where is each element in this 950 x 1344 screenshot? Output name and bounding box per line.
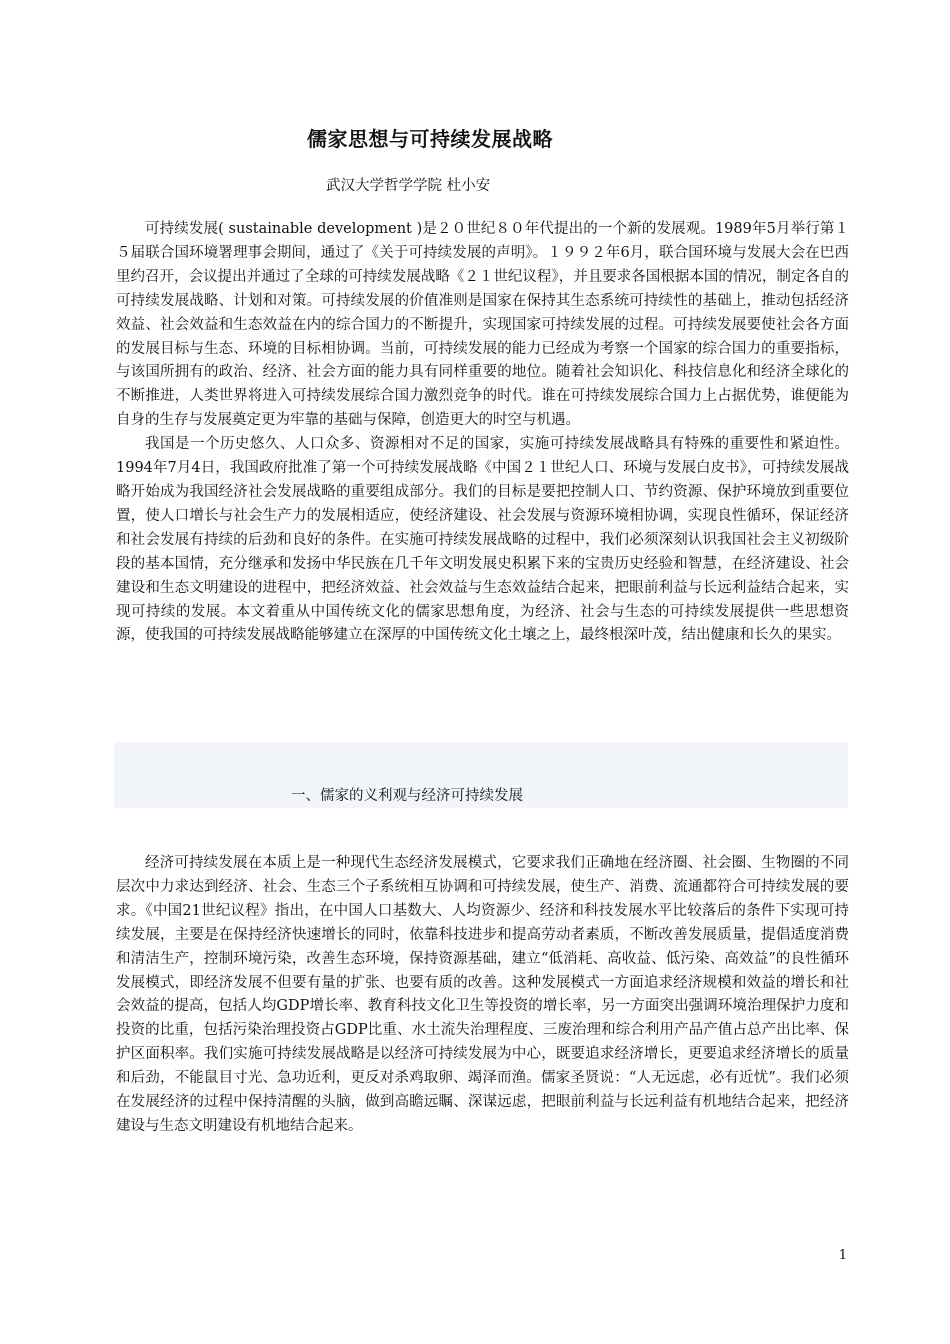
- document-title: 儒家思想与可持续发展战略: [307, 127, 553, 151]
- intro-section: [116, 218, 849, 648]
- page-number: 1: [838, 1248, 847, 1263]
- section-one-body: [116, 852, 849, 1139]
- section-heading: 一、儒家的义利观与经济可持续发展: [291, 788, 523, 804]
- intro-paragraph-1: 可持续发展( sustainable development )是２０世纪８０年代提出的一个新的发展观。1989年5月举行第１５届联合国环境署理事会期间，通过了《关于可持续发展的声明》。１９９２年6月，联合国环境与发展大会在巴西里约召开，会议提出并通过了全球的可持续发展战略《２１世纪议程》，并且要求各国根据本国的情况，制定各自的可持续发展战略、计划和对策。可持续发展的价值准则是国家在保持其生态系统可持续性的基础上，推动包括经济效益、社会效益和生态效益在内的综合国力的不断提升，实现国家可持续发展的过程。可持续发展要使社会各方面的发展目标与生态、环境的目标相协调。当前，可持续发展的能力已经成为考察一个国家的综合国力的重要指标，与该国所拥有的政治、经济、社会方面的能力具有同样重要的地位。随着社会知识化、科技信息化和经济全球化的不断推进，人类世界将进入可持续发展综合国力激烈竞争的时代。谁在可持续发展综合国力上占据优势，谁便能为自身的生存与发展奠定更为牢靠的基础与保障，创造更大的时空与机遇。: [116, 221, 849, 429]
- intro-paragraph-2: 我国是一个历史悠久、人口众多、资源相对不足的国家，实施可持续发展战略具有特殊的重要性和紧迫性。1994年7月4日，我国政府批准了第一个可持续发展战略《中国２１世纪人口、环境与发展白皮书》，可持续发展战略开始成为我国经济社会发展战略的重要组成部分。我们的目标是要把控制人口、节约资源、保护环境放到重要位置，使人口增长与社会生产力的发展相适应，使经济建设、社会发展与资源环境相协调，实现良性循环，保证经济和社会发展有持续的后劲和良好的条件。在实施可持续发展战略的过程中，我们必须深刻认识我国社会主义初级阶段的基本国情，充分继承和发扬中华民族在几千年文明发展史积累下来的宝贵历史经验和智慧，在经济建设、社会建设和生态文明建设的进程中，把经济效益、社会效益与生态效益结合起来，把眼前利益与长远利益结合起来，实现可持续的发展。本文着重从中国传统文化的儒家思想角度，为经济、社会与生态的可持续发展提供一些思想资源，使我国的可持续发展战略能够建立在深厚的中国传统文化土壤之上，最终根深叶茂，结出健康和长久的果实。: [116, 436, 849, 644]
- section-paragraph-1: 经济可持续发展在本质上是一种现代生态经济发展模式，它要求我们正确地在经济圈、社会圈、生物圈的不同层次中力求达到经济、社会、生态三个子系统相互协调和可持续发展，使生产、消费、流通都符合可持续发展的要求。《中国21世纪议程》指出，在中国人口基数大、人均资源少、经济和科技发展水平比较落后的条件下实现可持续发展，主要是在保持经济快速增长的同时，依靠科技进步和提高劳动者素质，不断改善发展质量，提倡适度消费和清洁生产，控制环境污染，改善生态环境，保持资源基础，建立“低消耗、高收益、低污染、高效益”的良性循环发展模式，即经济发展不但要有量的扩张、也要有质的改善。这种发展模式一方面追求经济规模和效益的增长和社会效益的提高，包括人均GDP增长率、教育科技文化卫生等投资的增长率，另一方面突出强调环境治理保护力度和投资的比重，包括污染治理投资占GDP比重、水土流失治理程度、三废治理和综合利用产品产值占总产出比率、保护区面积率。我们实施可持续发展战略是以经济可持续发展为中心，既要追求经济增长，更要追求经济增长的质量和后劲，不能鼠目寸光、急功近利，更反对杀鸡取卵、竭泽而渔。儒家圣贤说：“人无远虑，必有近忧”。我们必须在发展经济的过程中保持清醒的头脑，做到高瞻远瞩、深谋远虑，把眼前利益与长远利益有机地结合起来，把经济建设与生态文明建设有机地结合起来。: [116, 855, 849, 1134]
- author-affiliation: 武汉大学哲学学院 杜小安: [326, 178, 491, 194]
